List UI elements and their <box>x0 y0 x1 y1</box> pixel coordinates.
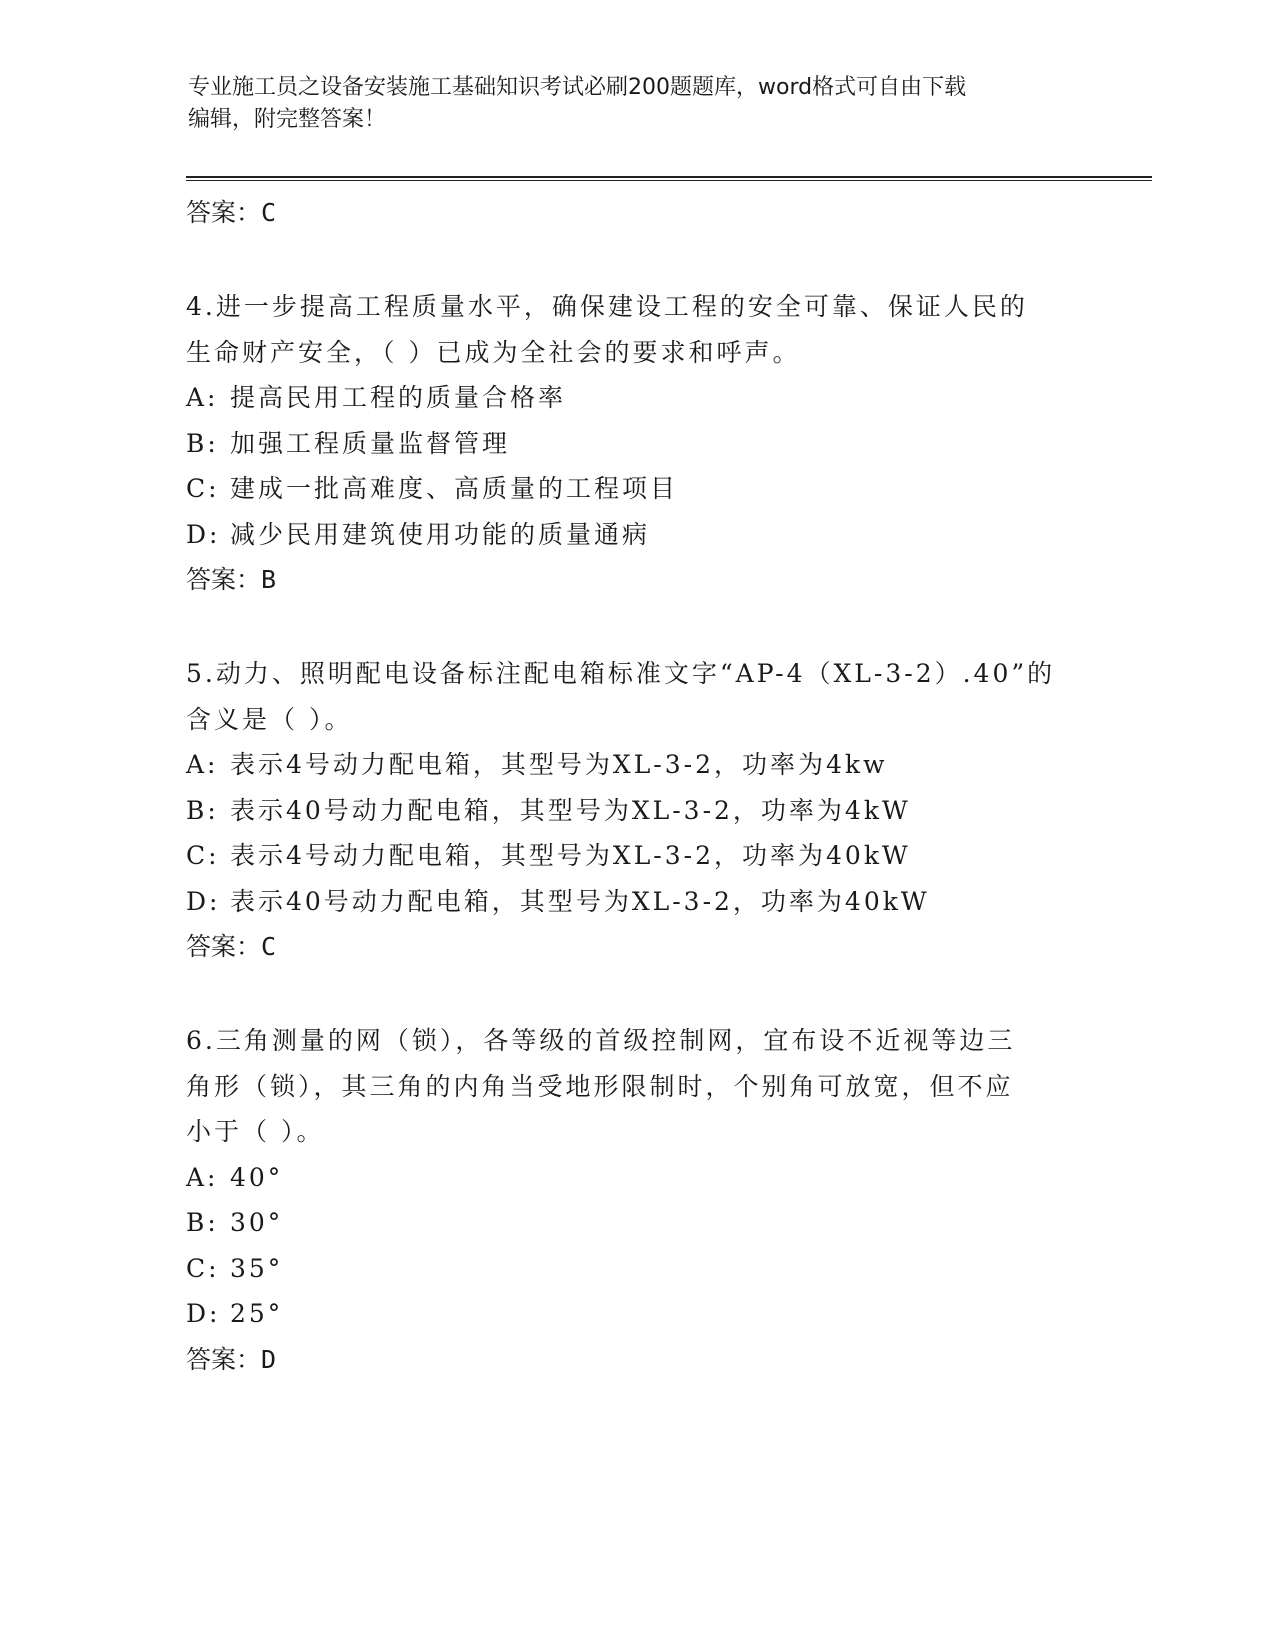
header-title-line-2: 编辑，附完整答案！ <box>188 107 387 132</box>
question-5 <box>186 651 1106 970</box>
option-letter: C: <box>186 474 220 503</box>
option-text: 40° <box>230 1162 284 1192</box>
question-text-line: 角形（锁），其三角的内角当受地形限制时，个别角可放宽，但不应 <box>186 1071 1014 1101</box>
option-text: 表示40号动力配电箱，其型号为XL-3-2，功率为4kW <box>230 795 911 825</box>
option-d <box>186 512 1106 558</box>
option-a <box>186 375 1106 421</box>
header-divider <box>186 176 1152 181</box>
option-letter: D: <box>186 1299 221 1328</box>
option-letter: C: <box>186 1253 220 1283</box>
answer-line <box>186 190 1106 236</box>
option-letter: D: <box>186 886 221 916</box>
option-a <box>186 742 1106 788</box>
answer-line <box>186 1337 1106 1383</box>
option-d <box>186 1291 1106 1337</box>
option-text: 表示4号动力配电箱，其型号为XL-3-2，功率为4kw <box>230 750 888 779</box>
answer-label: 答案： <box>186 1344 262 1374</box>
option-text: 35° <box>230 1253 284 1283</box>
option-b <box>186 788 1106 834</box>
answer-label: 答案： <box>186 198 262 227</box>
answer-label: 答案： <box>186 932 262 961</box>
option-letter: B: <box>186 1208 219 1237</box>
option-c <box>186 1246 1106 1292</box>
option-c <box>186 466 1106 512</box>
question-text-line: 5.动力、照明配电设备标注配电箱标准文字“AP-4（XL-3-2）.40”的 <box>186 659 1056 688</box>
answer-value: C <box>261 932 277 961</box>
option-letter: A: <box>186 750 219 779</box>
option-text: 减少民用建筑使用功能的质量通病 <box>230 519 651 549</box>
question-4 <box>186 284 1106 603</box>
answer-label: 答案： <box>186 565 262 594</box>
option-letter: B: <box>186 428 219 458</box>
question-6 <box>186 1018 1106 1383</box>
option-letter: A: <box>186 1162 219 1192</box>
option-letter: B: <box>186 795 219 825</box>
document-body <box>186 190 1106 1383</box>
answer-value: B <box>261 565 277 594</box>
option-text: 建成一批高难度、高质量的工程项目 <box>230 474 679 503</box>
option-letter: A: <box>186 383 219 412</box>
answer-value: C <box>261 198 277 227</box>
question-text-line: 4.进一步提高工程质量水平，确保建设工程的安全可靠、保证人民的 <box>186 292 1028 321</box>
option-b <box>186 421 1106 467</box>
option-text: 25° <box>230 1299 284 1328</box>
option-a <box>186 1155 1106 1201</box>
option-letter: D: <box>186 519 221 549</box>
option-text: 30° <box>230 1208 284 1237</box>
option-text: 表示40号动力配电箱，其型号为XL-3-2，功率为40kW <box>230 886 930 916</box>
question-text-line: 生命财产安全，（ ）已成为全社会的要求和呼声。 <box>186 337 801 367</box>
option-c <box>186 833 1106 879</box>
answer-value: D <box>261 1344 277 1374</box>
answer-line <box>186 557 1106 603</box>
question-text-line: 6.三角测量的网（锁），各等级的首级控制网，宜布设不近视等边三 <box>186 1026 1016 1055</box>
question-text-line: 含义是（ ）。 <box>186 704 353 734</box>
option-text: 表示4号动力配电箱，其型号为XL-3-2，功率为40kW <box>230 841 911 870</box>
option-b <box>186 1200 1106 1246</box>
option-d <box>186 879 1106 925</box>
option-letter: C: <box>186 841 220 870</box>
option-text: 提高民用工程的质量合格率 <box>230 383 567 412</box>
answer-line <box>186 924 1106 970</box>
page-header <box>188 72 1088 136</box>
option-text: 加强工程质量监督管理 <box>230 428 511 458</box>
question-text-line: 小于（ ）。 <box>186 1117 325 1146</box>
header-title-line-1: 专业施工员之设备安装施工基础知识考试必刷200题题库，word格式可自由下载 <box>188 75 967 100</box>
